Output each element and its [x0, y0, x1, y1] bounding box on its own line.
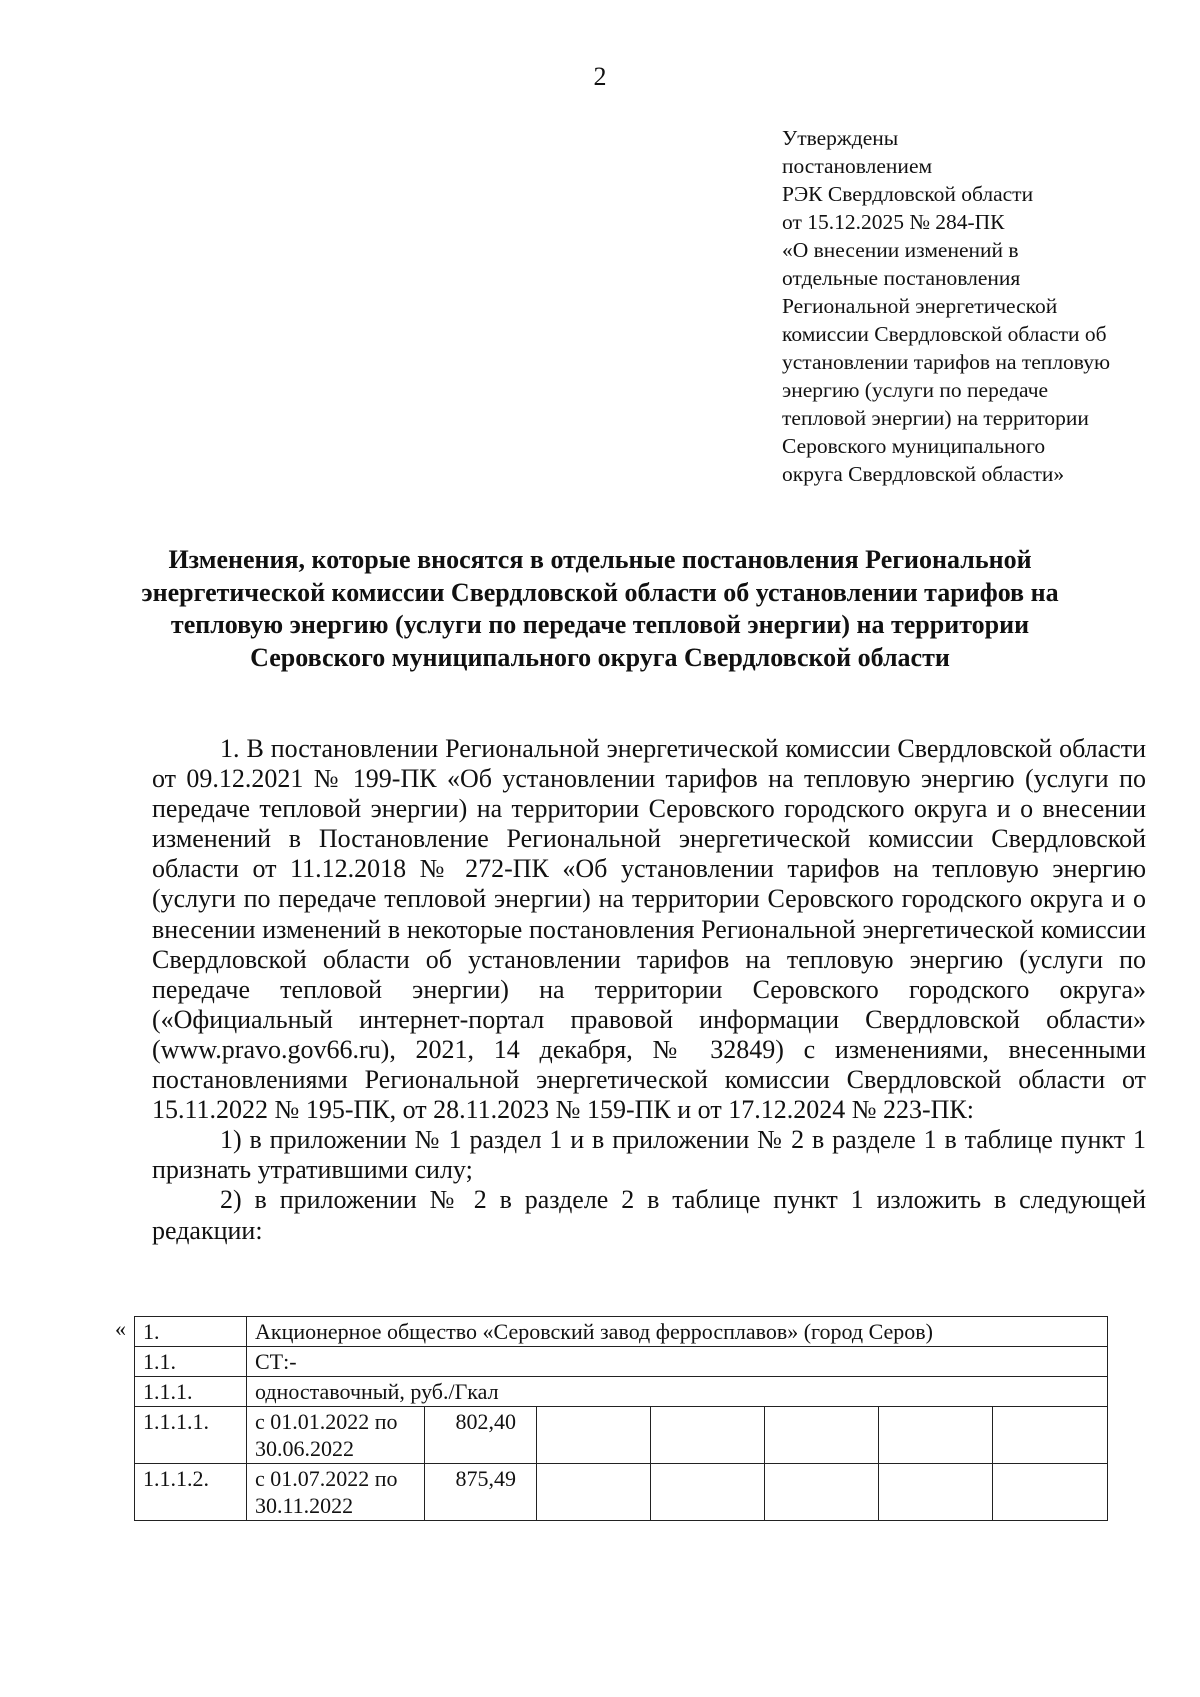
- row-text: СТ:-: [247, 1347, 1108, 1377]
- empty-cell: [879, 1464, 993, 1521]
- approval-line: «О внесении изменений в: [782, 238, 1019, 262]
- approval-line: Утверждены: [782, 126, 899, 150]
- table-row: [135, 1317, 1108, 1347]
- period-cell: с 01.01.2022 по 30.06.2022: [247, 1407, 425, 1464]
- row-number: 1.1.1.: [135, 1377, 247, 1407]
- approval-line: установлении тарифов на тепловую: [782, 350, 1111, 374]
- approval-line: Серовского муниципального: [782, 434, 1046, 458]
- tariff-value: 875,49: [425, 1464, 537, 1521]
- tariff-table: [134, 1316, 1108, 1521]
- empty-cell: [537, 1407, 651, 1464]
- empty-cell: [993, 1464, 1108, 1521]
- approval-line: РЭК Свердловской области: [782, 182, 1034, 206]
- approval-line: отдельные постановления: [782, 266, 1021, 290]
- empty-cell: [537, 1464, 651, 1521]
- page-number: 2: [593, 62, 607, 91]
- empty-cell: [879, 1407, 993, 1464]
- approval-line: энергию (услуги по передаче: [782, 378, 1049, 402]
- approval-line: Региональной энергетической: [782, 294, 1058, 318]
- paragraph-1: 1. В постановлении Региональной энергетической комиссии Свердловской области от 09.12.2021 № 199-ПК «Об установлении тарифов на тепловую энергию (услуги по передаче тепловой энергии) на территории Серовского городского округа и о внесении изменений в Постановление Региональной энергетической комиссии Свердловской области от 11.12.2018 № 272-ПК «Об установлении тарифов на тепловую энергию (услуги по передаче тепловой энергии) на территории Серовского городского округа и о внесении изменений в некоторые постановления Региональной энергетической комиссии Свердловской области об установлении тарифов на тепловую энергию (услуги по передаче тепловой энергии) на территории Серовского городского округа» («Официальный интернет-портал правовой информации Свердловской области» (www.pravo.gov66.ru), 2021, 14 декабря, № 32849) с изменениями, внесенными постановлениями Региональной энергетической комиссии Свердловской области от 15.11.2022 № 195-ПК, от 28.11.2023 № 159-ПК и от 17.12.2024 № 223-ПК:: [152, 734, 1146, 1125]
- approval-line: постановлением: [782, 154, 933, 178]
- row-number: 1.1.1.2.: [135, 1464, 247, 1521]
- empty-cell: [993, 1407, 1108, 1464]
- document-title: Изменения, которые вносятся в отдельные постановления Региональной энергетической комиссии Свердловской области об установлении тарифов на тепловую энергию (услуги по передаче тепловой энергии) на территории Серовского муниципального округа Свердловской области: [141, 545, 1059, 672]
- document-body: [152, 734, 1146, 1246]
- tariff-value: 802,40: [425, 1407, 537, 1464]
- approval-line: тепловой энергии) на территории: [782, 406, 1089, 430]
- table-row: [135, 1407, 1108, 1464]
- table-row: [135, 1377, 1108, 1407]
- table-row: [135, 1464, 1108, 1521]
- empty-cell: [651, 1464, 765, 1521]
- empty-cell: [651, 1407, 765, 1464]
- row-number: 1.1.1.1.: [135, 1407, 247, 1464]
- period-cell: с 01.07.2022 по 30.11.2022: [247, 1464, 425, 1521]
- approval-line: от 15.12.2025 № 284-ПК: [782, 210, 1005, 234]
- approval-block: [782, 124, 1182, 488]
- approval-line: округа Свердловской области»: [782, 462, 1065, 486]
- empty-cell: [765, 1464, 879, 1521]
- open-quote: «: [115, 1316, 126, 1341]
- row-number: 1.1.: [135, 1347, 247, 1377]
- approval-line: комиссии Свердловской области об: [782, 322, 1107, 346]
- table-row: [135, 1347, 1108, 1377]
- row-text: одноставочный, руб./Гкал: [247, 1377, 1108, 1407]
- item-2: 2) в приложении № 2 в разделе 2 в таблице пункт 1 изложить в следующей редакции:: [152, 1185, 1146, 1245]
- item-1: 1) в приложении № 1 раздел 1 и в приложении № 2 в разделе 1 в таблице пункт 1 признать утратившими силу;: [152, 1125, 1146, 1185]
- row-number: 1.: [135, 1317, 247, 1347]
- company-name: Акционерное общество «Серовский завод ферросплавов» (город Серов): [247, 1317, 1108, 1347]
- empty-cell: [765, 1407, 879, 1464]
